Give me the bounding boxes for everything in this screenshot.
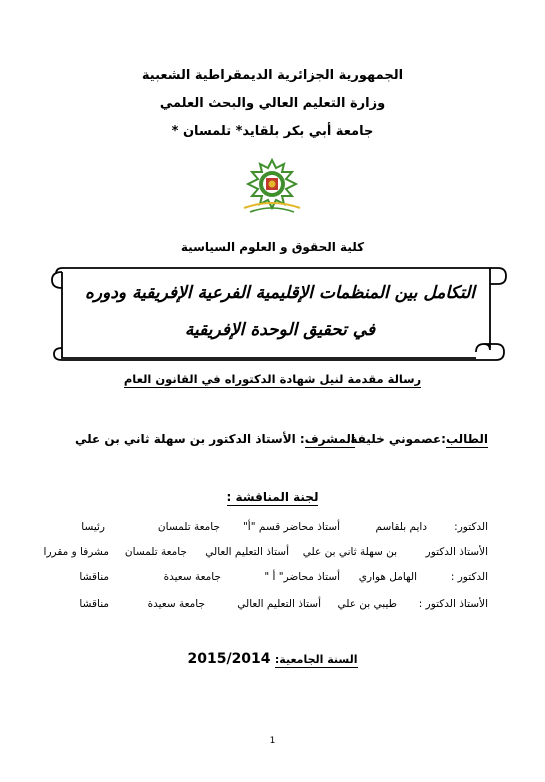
student-name: :عصموني خليفة [350, 432, 446, 446]
student-label: الطالب [445, 432, 488, 446]
student-line [350, 432, 488, 446]
thesis-title-line1: التكامل بين المنظمات الإقليمية الفرعية الإفريقية ودوره [85, 283, 475, 303]
ministry-name: وزارة التعليم العالي والبحث العلمي [159, 96, 386, 111]
member-title: الأستاذ الدكتور : [418, 598, 488, 610]
academic-year-line [0, 651, 545, 667]
member-title: الدكتور : [450, 571, 488, 583]
supervisor-name: : الأستاذ الدكتور بن سهلة ثاني بن علي [75, 432, 305, 446]
supervisor-label: المشرف [304, 432, 355, 446]
member-institution: جامعة تلمسان [157, 521, 220, 533]
member-name: الهامل هواري [358, 571, 417, 583]
page-number: 1 [269, 736, 276, 746]
member-role: مناقشا [79, 571, 109, 583]
title-scroll-frame [48, 258, 510, 370]
university-name: جامعة أبي بكر بلقايد* تلمسان * [171, 124, 374, 139]
thesis-title-line2: في تحقيق الوحدة الإفريقية [184, 320, 376, 340]
member-title: الأستاذ الدكتور [425, 546, 488, 558]
member-role: مناقشا [79, 598, 109, 610]
republic-name: الجمهورية الجزائرية الديمقراطية الشعبية [141, 68, 404, 83]
committee-heading: لجنة المناقشة : [226, 490, 319, 504]
member-role: رئيسا [81, 521, 105, 533]
faculty-name: كلية الحقوق و العلوم السياسية [180, 240, 365, 254]
university-emblem-icon [240, 158, 304, 214]
member-name: دايم بلقاسم [375, 521, 427, 533]
member-institution: جامعة سعيدة [147, 598, 205, 610]
member-institution: جامعة سعيدة [163, 571, 221, 583]
member-institution: جامعة تلمسان [124, 546, 187, 558]
member-rank: أستاذ محاضر قسم "أ" [242, 521, 340, 533]
member-title: الدكتور: [454, 521, 488, 533]
member-role: مشرفا و مقررا [43, 546, 109, 558]
supervisor-line [75, 432, 355, 446]
thesis-note: رسالة مقدمة لنيل شهادة الدكتوراه في القانون العام [123, 372, 422, 386]
academic-year-value: 2015/2014 [187, 651, 271, 667]
academic-year-label: السنة الجامعية: [274, 653, 358, 666]
member-name: طيبي بن علي [337, 598, 397, 610]
member-name: بن سهلة ثاني بن علي [302, 546, 397, 558]
member-rank: أستاذ التعليم العالي [237, 598, 321, 610]
member-rank: أستاذ محاضر" أ " [264, 571, 340, 583]
member-rank: أستاذ التعليم العالي [205, 546, 289, 558]
